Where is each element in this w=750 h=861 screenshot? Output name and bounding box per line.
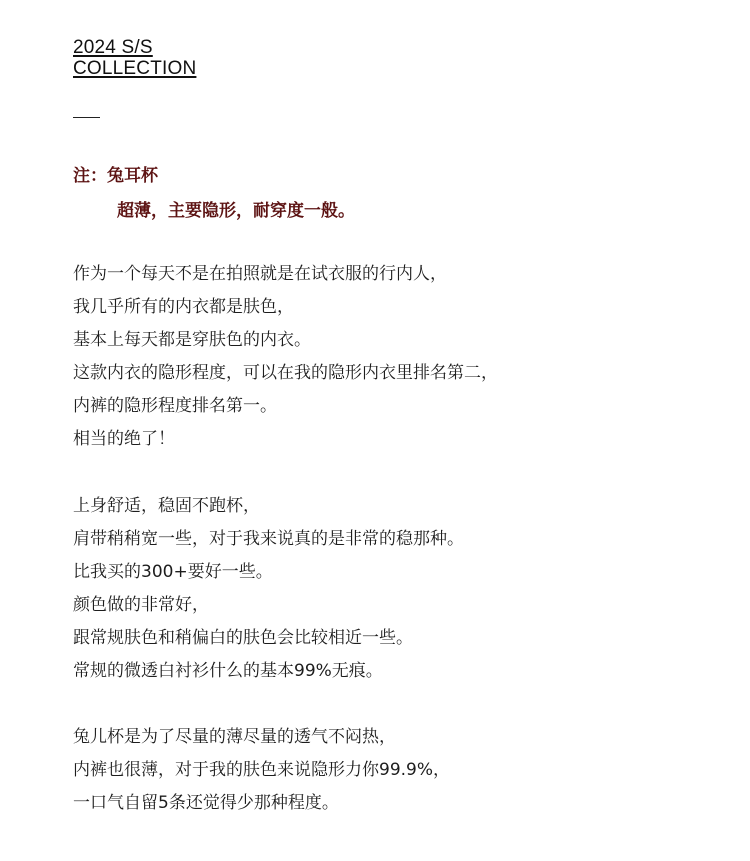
paragraph-line: 常规的微透白衬衫什么的基本99%无痕。 (73, 661, 383, 681)
paragraph-line: 相当的绝了！ (73, 429, 175, 449)
paragraph-line: 比我买的300+要好一些。 (73, 562, 273, 582)
collection-header (73, 37, 196, 79)
paragraph-line: 作为一个每天不是在拍照就是在试衣服的行内人， (73, 264, 447, 284)
paragraph-line: 兔儿杯是为了尽量的薄尽量的透气不闷热， (73, 727, 396, 747)
paragraph-line: 跟常规肤色和稍偏白的肤色会比较相近一些。 (73, 628, 413, 648)
note-block (73, 163, 355, 224)
paragraph-line: 颜色做的非常好， (73, 595, 209, 615)
paragraph-1 (73, 258, 498, 456)
note-body: 超薄，主要隐形，耐穿度一般。 (117, 201, 355, 221)
paragraph-line: 内裤也很薄，对于我的肤色来说隐形力你99.9%， (73, 760, 451, 780)
paragraph-line: 我几乎所有的内衣都是肤色， (73, 297, 294, 317)
header-season: 2024 S/S (73, 37, 153, 58)
paragraph-line: 上身舒适，稳固不跑杯， (73, 496, 260, 516)
paragraph-line: 基本上每天都是穿肤色的内衣。 (73, 330, 311, 350)
paragraph-2 (73, 490, 464, 688)
paragraph-line: 这款内衣的隐形程度，可以在我的隐形内衣里排名第二， (73, 363, 498, 383)
header-collection: COLLECTION (73, 58, 197, 79)
note-title: 注：兔耳杯 (73, 166, 158, 186)
paragraph-line: 肩带稍稍宽一些，对于我来说真的是非常的稳那种。 (73, 529, 464, 549)
divider (73, 117, 100, 118)
paragraph-line: 内裤的隐形程度排名第一。 (73, 396, 277, 416)
paragraph-line: 一口气自留5条还觉得少那种程度。 (73, 793, 339, 813)
paragraph-3 (73, 721, 450, 820)
